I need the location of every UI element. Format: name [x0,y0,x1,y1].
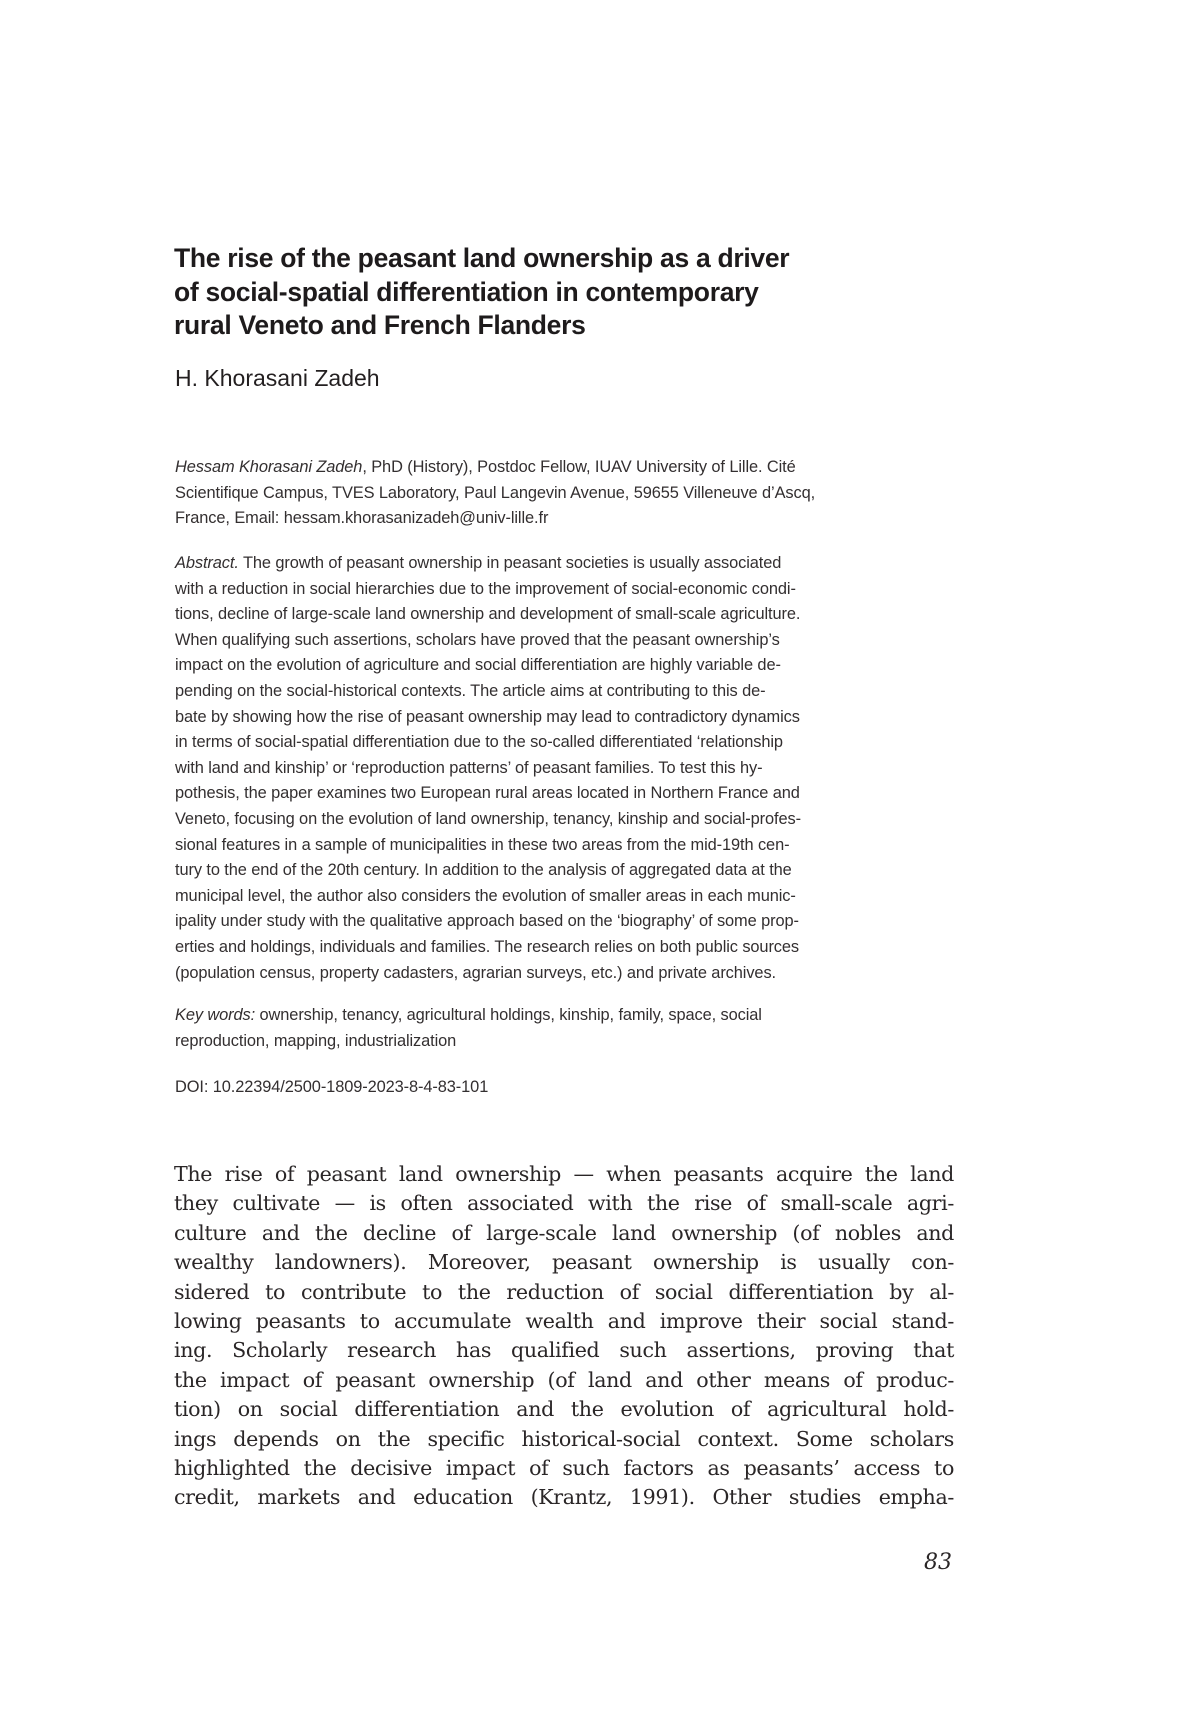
body-line: highlighted the decisive impact of such factors as peasants’ access to [174,1456,954,1481]
abstract-line: tury to the end of the 20th century. In addition to the analysis of aggregated data at the [175,861,792,880]
abstract-line: ipality under study with the qualitative approach based on the ‘biography’ of some prop- [175,912,799,931]
abstract-line: When qualifying such assertions, scholars have proved that the peasant ownership’s [175,630,780,649]
body-line: ing. Scholarly research has qualified such assertions, proving that [174,1338,954,1363]
body-line: tion) on social differentiation and the evolution of agricultural hold- [174,1397,954,1422]
abstract-line: impact on the evolution of agriculture and social differentiation are highly variable de- [175,656,781,675]
abstract-line: bate by showing how the rise of peasant ownership may lead to contradictory dynamics [175,707,800,726]
affiliation-line: France, Email: hessam.khorasanizadeh@univ-lille.fr [175,509,549,528]
body-line: ings depends on the specific historical-social context. Some scholars [174,1426,954,1451]
body-paragraph [174,1160,954,1513]
abstract-line: in terms of social-spatial differentiation due to the so-called differentiated ‘relationship [175,733,783,752]
abstract-line: (population census, property cadasters, agrarian surveys, etc.) and private archives. [175,963,776,982]
keywords [175,1003,965,1054]
abstract-text: The growth of peasant ownership in peasant societies is usually associated [238,554,782,572]
article-title-line: rural Veneto and French Flanders [174,310,586,340]
body-line: the impact of peasant ownership (of land and other means of produc- [174,1367,954,1392]
author-affiliation [175,455,965,532]
body-line: wealthy landowners). Moreover, peasant ownership is usually con- [174,1250,954,1275]
abstract-line: municipal level, the author also considers the evolution of smaller areas in each munic- [175,886,796,905]
affiliation-text: , PhD (History), Postdoc Fellow, IUAV University of Lille. Cité [362,458,796,476]
abstract-line: pending on the social-historical contexts. The article aims at contributing to this de- [175,681,766,700]
abstract-label: Abstract. [175,554,239,572]
affiliation-line: Scientifique Campus, TVES Laboratory, Paul Langevin Avenue, 59655 Villeneuve d’Ascq, [175,483,816,502]
abstract-line: pothesis, the paper examines two European rural areas located in Northern France and [175,784,800,803]
body-line: culture and the decline of large-scale land ownership (of nobles and [174,1220,954,1245]
keywords-line [175,1003,965,1029]
body-line: lowing peasants to accumulate wealth and improve their social stand- [174,1309,954,1334]
affiliation-line [175,455,965,481]
body-line: The rise of peasant land ownership — when peasants acquire the land [174,1162,954,1186]
keywords-label: Key words: [175,1006,256,1024]
abstract-line: Veneto, focusing on the evolution of land ownership, tenancy, kinship and social-profes- [175,809,801,828]
abstract-line: erties and holdings, individuals and families. The research relies on both public sources [175,937,800,956]
abstract-line [175,551,965,577]
article-title-line: The rise of the peasant land ownership as a driver [174,243,790,273]
abstract-line: sional features in a sample of municipalities in these two areas from the mid-19th cen- [175,835,790,854]
abstract-line: tions, decline of large-scale land ownership and development of small-scale agriculture. [175,605,801,624]
article-title-line: of social-spatial differentiation in contemporary [174,276,759,307]
abstract [175,551,965,986]
article-title [174,242,934,343]
body-line: credit, markets and education (Krantz, 1991). Other studies empha- [174,1485,954,1510]
body-line: sidered to contribute to the reduction of social differentiation by al- [174,1279,954,1304]
doi: DOI: 10.22394/2500-1809-2023-8-4-83-101 [175,1078,489,1096]
page-number: 83 [924,1550,952,1575]
affiliation-author-name: Hessam Khorasani Zadeh [175,458,363,476]
keywords-text: ownership, tenancy, agricultural holdings, kinship, family, space, social [255,1006,762,1024]
keywords-line: reproduction, mapping, industrialization [175,1031,457,1050]
body-line: they cultivate — is often associated with the rise of small-scale agri- [174,1191,954,1216]
abstract-line: with land and kinship’ or ‘reproduction patterns’ of peasant families. To test this hy- [175,758,763,777]
abstract-line: with a reduction in social hierarchies due to the improvement of social-economic condi- [175,579,796,598]
article-author: H. Khorasani Zadeh [175,365,380,391]
